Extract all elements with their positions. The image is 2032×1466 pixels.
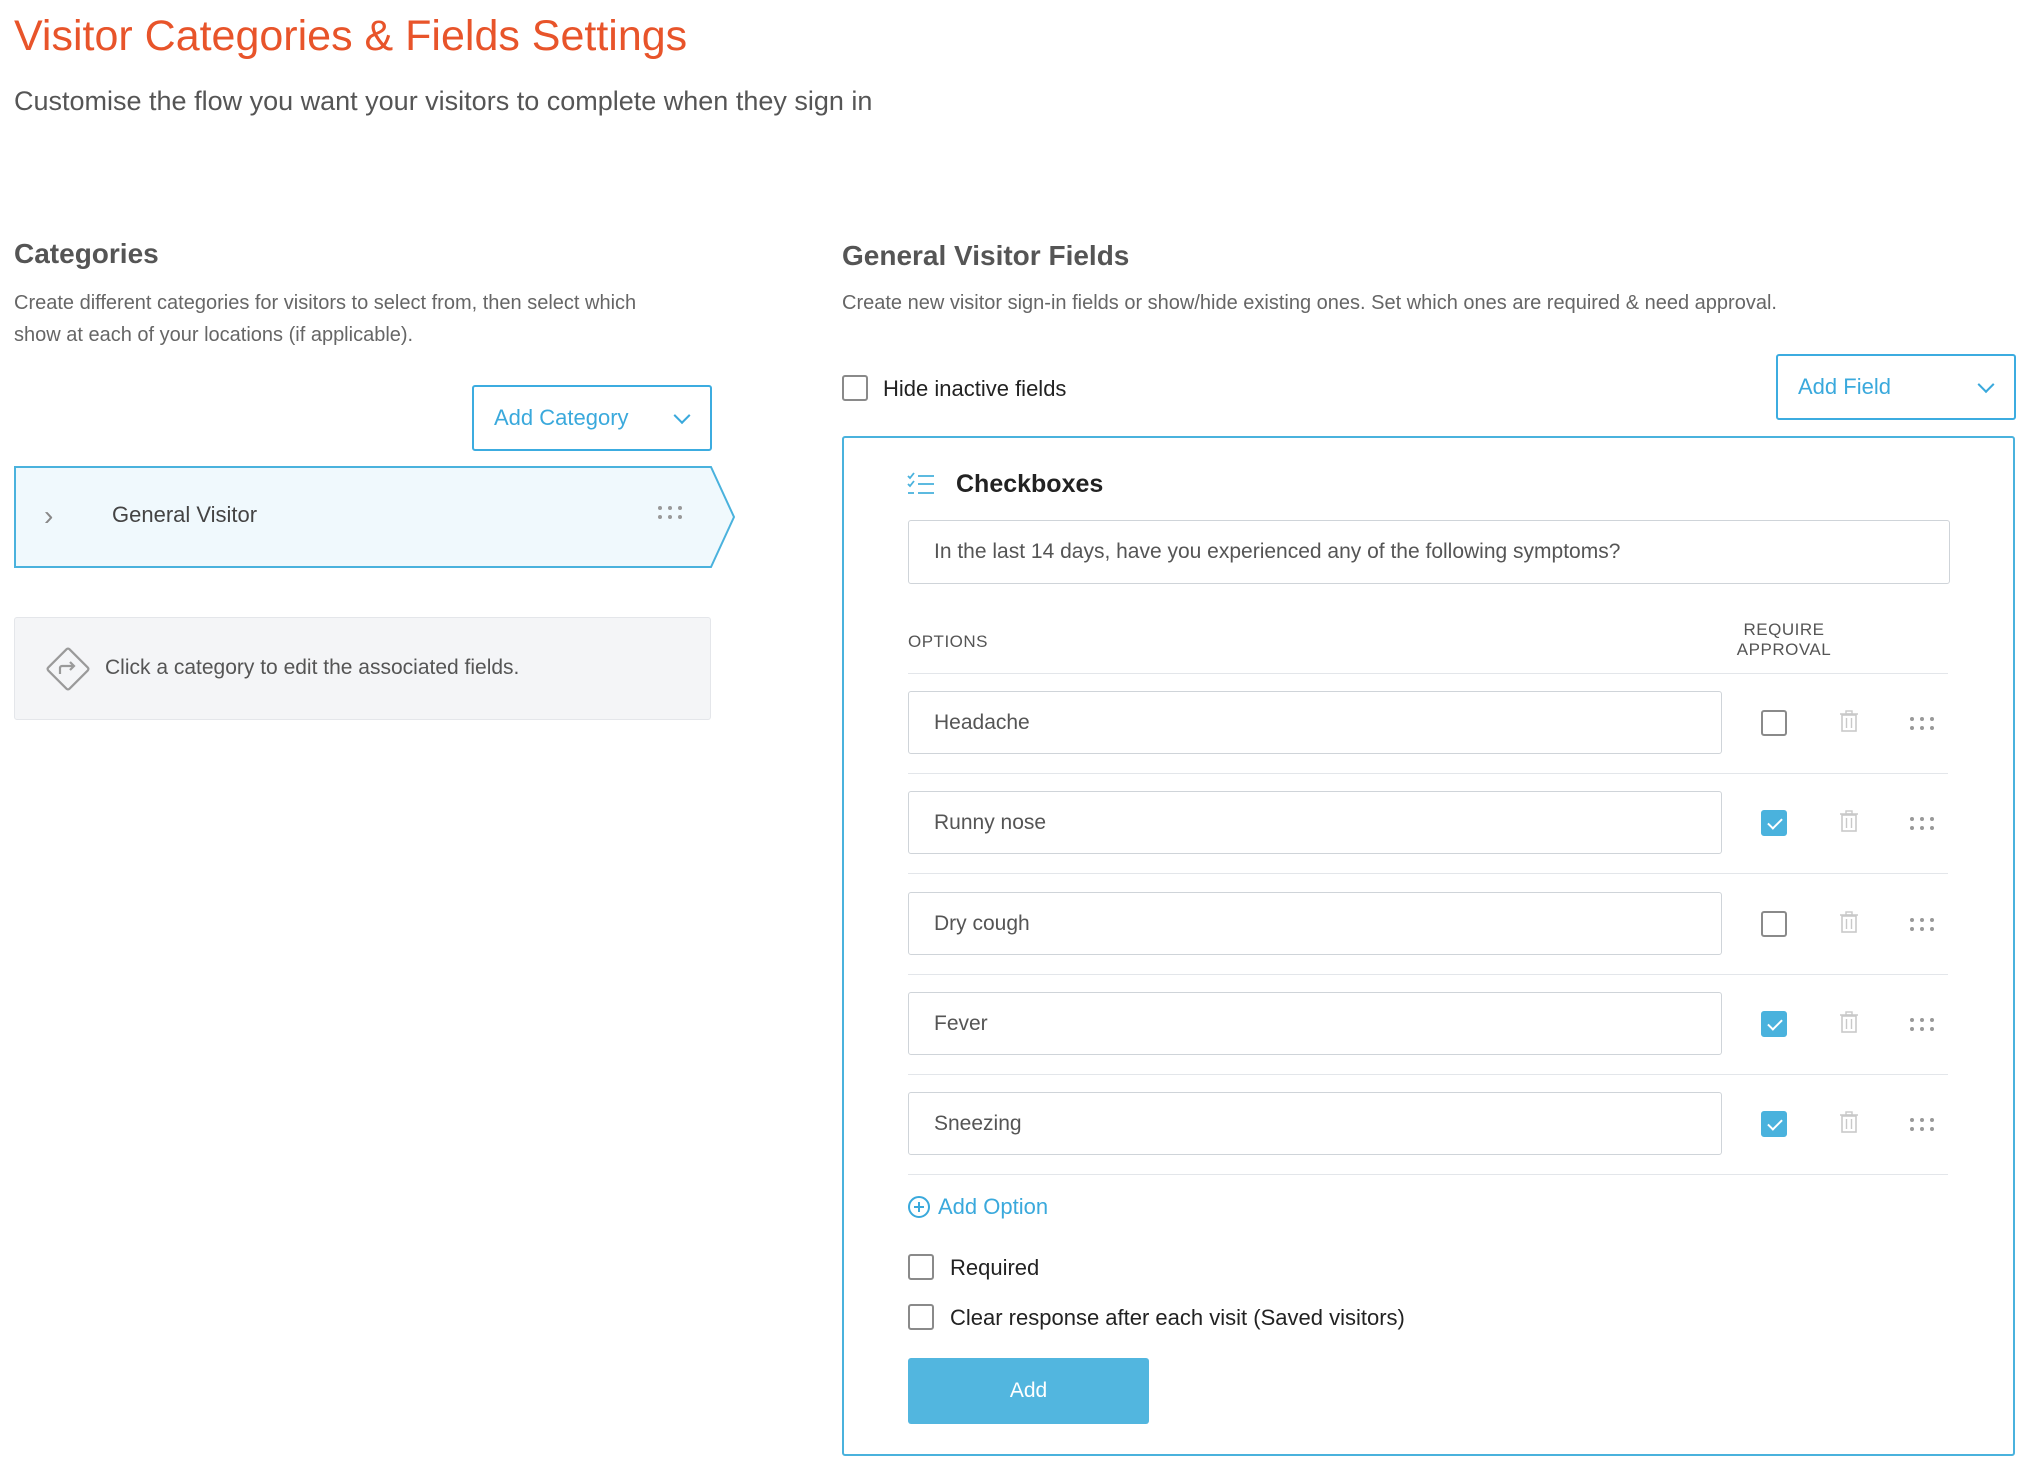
drag-handle-icon[interactable]: [1910, 918, 1934, 931]
add-field-submit-label: Add: [1009, 1379, 1048, 1402]
option-divider: [908, 1074, 1948, 1075]
option-input[interactable]: [908, 892, 1722, 955]
option-divider: [908, 974, 1948, 975]
page-subtitle: Customise the flow you want your visitors to complete when they sign in: [14, 86, 873, 116]
category-hint-text: Click a category to edit the associated fields.: [105, 656, 520, 679]
fields-description: Create new visitor sign-in fields or show/hide existing ones. Set which ones are required & need approval.: [842, 292, 1777, 314]
trash-icon[interactable]: [1840, 810, 1858, 832]
drag-handle-icon[interactable]: [658, 506, 682, 519]
trash-icon[interactable]: [1840, 1111, 1858, 1133]
fields-title: General Visitor Fields: [842, 240, 1130, 271]
category-hint-box: [14, 617, 711, 720]
drag-handle-icon[interactable]: [1910, 1018, 1934, 1031]
required-label: Required: [950, 1255, 1040, 1280]
option-input[interactable]: [908, 791, 1722, 854]
add-option-button[interactable]: [908, 1194, 1048, 1220]
option-divider: [908, 1174, 1948, 1175]
direction-sign-icon: [43, 644, 93, 694]
add-category-button[interactable]: [472, 385, 712, 451]
drag-handle-icon[interactable]: [1910, 717, 1934, 730]
category-item-general-visitor[interactable]: [14, 466, 736, 568]
options-header: OPTIONS: [908, 632, 989, 651]
require-approval-checkbox[interactable]: [1761, 1111, 1787, 1137]
require-approval-checkbox[interactable]: [1761, 911, 1787, 937]
chevron-down-icon: [1978, 376, 1995, 393]
categories-description-line1: Create different categories for visitors to select from, then select which: [14, 292, 637, 314]
chevron-right-icon: ›: [44, 500, 54, 531]
field-type-label: Checkboxes: [956, 470, 1104, 498]
trash-icon[interactable]: [1840, 911, 1858, 933]
add-field-button[interactable]: [1776, 354, 2016, 420]
add-field-label: Add Field: [1798, 374, 1891, 399]
hide-inactive-checkbox[interactable]: [842, 375, 868, 401]
require-approval-checkbox[interactable]: [1761, 710, 1787, 736]
option-input[interactable]: [908, 691, 1722, 754]
checklist-icon: [906, 472, 936, 498]
options-divider: [908, 673, 1948, 674]
question-input[interactable]: [908, 520, 1950, 584]
add-option-label: Add Option: [938, 1194, 1049, 1219]
drag-handle-icon[interactable]: [1910, 817, 1934, 830]
option-input[interactable]: [908, 992, 1722, 1055]
category-item-label: General Visitor: [112, 502, 258, 527]
option-input[interactable]: [908, 1092, 1722, 1155]
categories-description: [14, 287, 734, 351]
hide-inactive-label: Hide inactive fields: [883, 376, 1067, 401]
checkboxes-field-card: [842, 436, 2015, 1456]
drag-handle-icon[interactable]: [1910, 1118, 1934, 1131]
trash-icon[interactable]: [1840, 1011, 1858, 1033]
option-divider: [908, 773, 1948, 774]
plus-circle-icon: [908, 1196, 930, 1218]
chevron-down-icon: [674, 407, 691, 424]
categories-title: Categories: [14, 238, 159, 269]
required-checkbox[interactable]: [908, 1254, 934, 1280]
categories-description-line2: show at each of your locations (if applicable).: [14, 324, 414, 346]
trash-icon[interactable]: [1840, 710, 1858, 732]
require-approval-header-line1: REQUIRE: [1743, 620, 1825, 639]
clear-response-label: Clear response after each visit (Saved visitors): [950, 1305, 1405, 1330]
require-approval-header-line2: APPROVAL: [1736, 640, 1832, 659]
add-category-label: Add Category: [494, 405, 629, 430]
require-approval-header: [1724, 620, 1844, 660]
require-approval-checkbox[interactable]: [1761, 810, 1787, 836]
option-divider: [908, 873, 1948, 874]
clear-response-checkbox[interactable]: [908, 1304, 934, 1330]
require-approval-checkbox[interactable]: [1761, 1011, 1787, 1037]
page-title: Visitor Categories & Fields Settings: [14, 12, 688, 60]
add-field-submit-button[interactable]: [908, 1358, 1149, 1424]
